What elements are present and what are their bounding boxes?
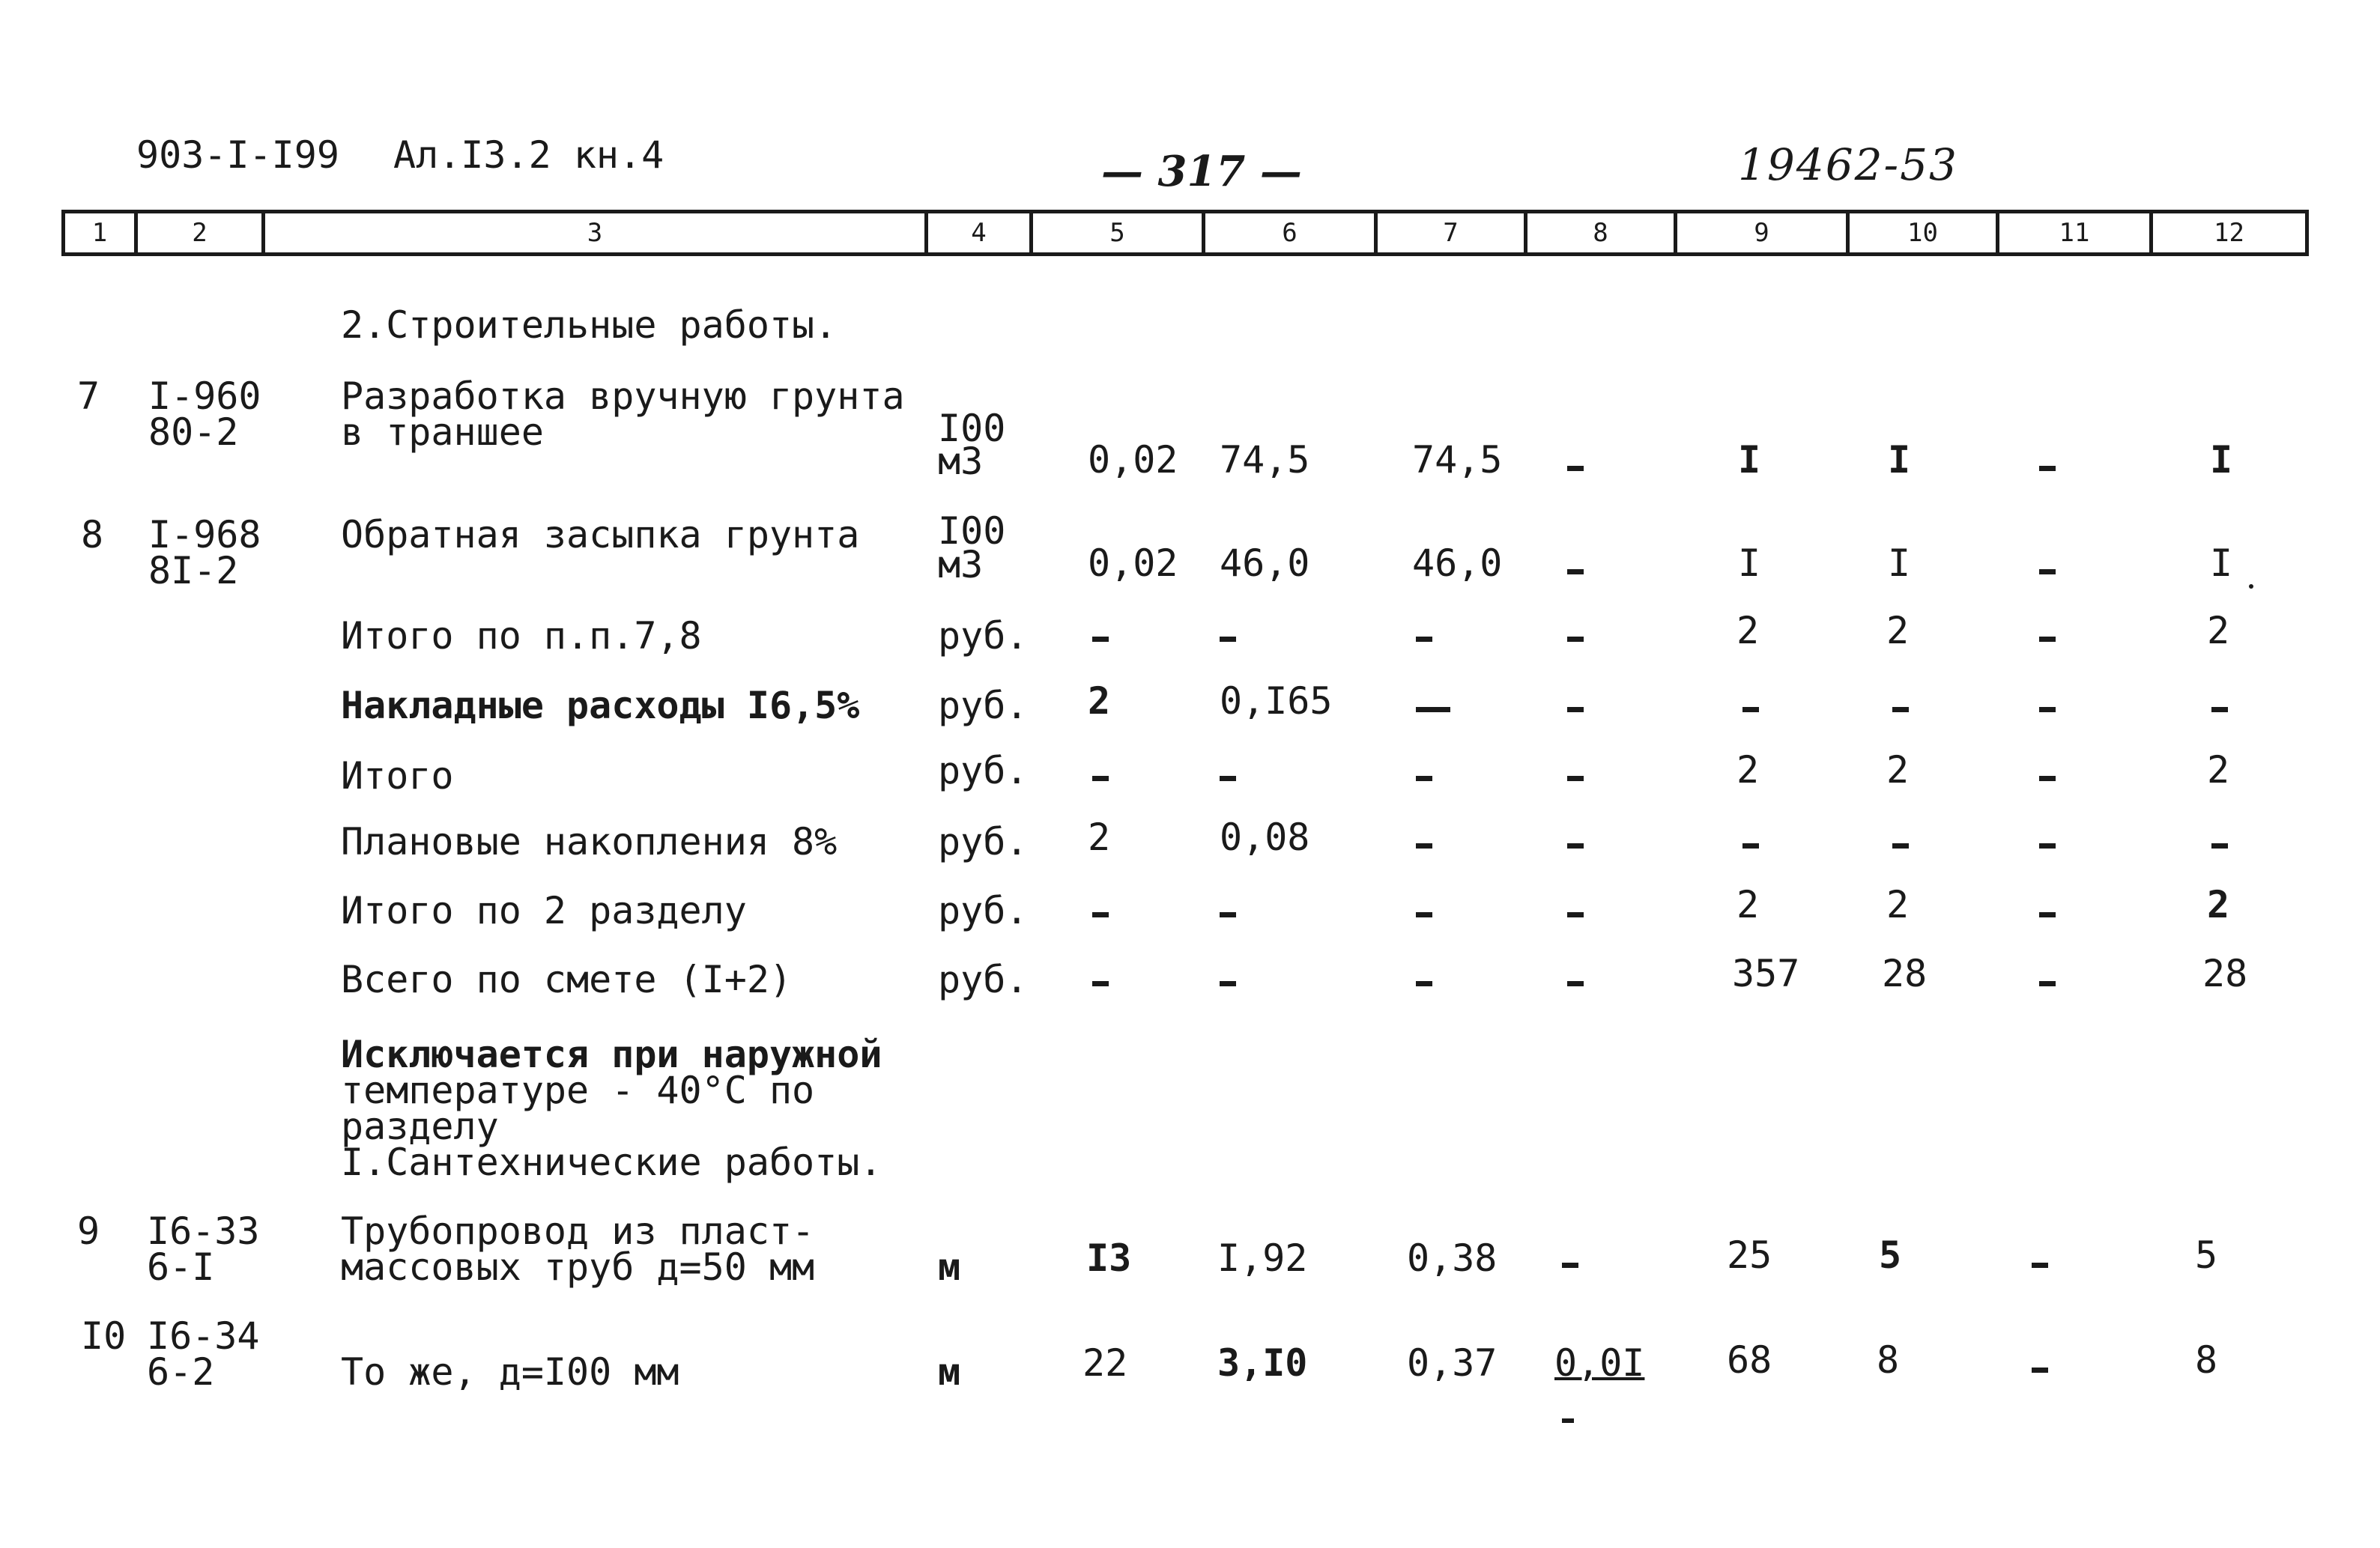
unit: руб. (938, 684, 1029, 727)
work-name: массовых труб д=50 мм (341, 1245, 815, 1289)
dash-mark (1567, 637, 1584, 642)
cell-value: 28 (2202, 952, 2248, 995)
cell-value: 25 (1727, 1233, 1772, 1277)
column-number: 2 (134, 213, 261, 252)
dash-mark (1416, 637, 1432, 642)
cell-value: 2 (1886, 883, 1910, 926)
dash-mark (1742, 707, 1759, 712)
price-code: 6-2 (147, 1350, 215, 1394)
dash-mark (2032, 1263, 2048, 1268)
dash-mark (1567, 569, 1584, 574)
dash-mark (1567, 707, 1584, 712)
work-name: в траншее (341, 410, 544, 454)
dash-mark (2039, 981, 2056, 986)
dash-mark (1416, 843, 1432, 849)
column-number: 11 (1996, 213, 2149, 252)
cell-total: 0,37 (1407, 1341, 1498, 1385)
column-number: 8 (1524, 213, 1674, 252)
handwritten-number: 19462-53 (1738, 139, 1958, 190)
dash-mark (1567, 912, 1584, 917)
price-code: I-960 (148, 374, 261, 418)
dash-mark (1562, 1418, 1574, 1423)
column-number: 7 (1374, 213, 1524, 252)
speck-mark (2249, 584, 2253, 589)
column-number: 10 (1846, 213, 1996, 252)
cell-value: I (1738, 541, 1761, 585)
column-number: 3 (261, 213, 924, 252)
unit: руб. (938, 889, 1029, 932)
dash-mark (2211, 707, 2228, 712)
column-number-header (61, 210, 2309, 256)
dash-mark (2032, 1368, 2048, 1373)
dash-mark (1220, 912, 1236, 917)
unit: м (938, 1350, 961, 1394)
dash-mark (2039, 776, 2056, 781)
column-number: 1 (91, 218, 108, 248)
cell-value: 2 (1736, 883, 1760, 926)
work-name: Обратная засыпка грунта (341, 513, 860, 556)
note-line: температуре - 40°С по (341, 1069, 815, 1112)
cell-value: 2 (1886, 609, 1910, 652)
column-number: 6 (1202, 213, 1374, 252)
unit: руб. (938, 749, 1029, 792)
cell-value: 0,08 (1220, 816, 1310, 859)
cell-value: 0,0I (1554, 1341, 1645, 1385)
cell-value: 8 (1877, 1338, 1900, 1382)
note-line: разделу (341, 1105, 499, 1148)
note-line: I.Сантехнические работы. (341, 1141, 882, 1184)
price-code: I6-34 (147, 1314, 260, 1358)
dash-mark (2039, 912, 2056, 917)
dash-mark (1220, 776, 1236, 781)
unit: руб. (938, 820, 1029, 863)
dash-mark (2039, 569, 2056, 574)
price-code: 6-I (147, 1245, 215, 1289)
cell-value: 2 (1736, 748, 1760, 792)
row-number: I0 (81, 1314, 127, 1358)
dash-mark (1416, 981, 1432, 986)
dash-mark (1567, 843, 1584, 849)
summary-label: Итого (341, 754, 454, 798)
cell-value: 2 (1736, 609, 1760, 652)
row-number: 9 (77, 1209, 100, 1253)
price-code: 80-2 (148, 410, 239, 454)
album-reference: Ал.I3.2 кн.4 (393, 133, 664, 177)
cell-quantity: I3 (1086, 1236, 1132, 1280)
section-title: 2.Строительные работы. (341, 303, 838, 347)
dash-mark (1567, 981, 1584, 986)
column-number: 9 (1674, 213, 1846, 252)
cell-value: 2 (2207, 883, 2230, 926)
cell-unit-cost: 46,0 (1220, 541, 1310, 585)
column-number: 5 (1029, 213, 1202, 252)
dash-mark (1562, 1263, 1578, 1268)
unit: руб. (938, 614, 1029, 658)
unit: I00 (938, 509, 1006, 553)
cell-value: I (2210, 438, 2233, 482)
cell-quantity: 0,02 (1088, 438, 1178, 482)
dash-mark (2211, 843, 2228, 849)
summary-label: Итого по п.п.7,8 (341, 614, 702, 658)
dash-mark (1092, 912, 1109, 917)
summary-label: Накладные расходы I6,5% (341, 684, 860, 727)
cell-value: I (1738, 438, 1761, 482)
work-name: То же, д=I00 мм (341, 1350, 679, 1394)
dash-mark (1220, 981, 1236, 986)
unit: м3 (938, 543, 984, 586)
dash-mark (2039, 637, 2056, 642)
cell-unit-cost: I,92 (1217, 1236, 1308, 1280)
cell-unit-cost: 74,5 (1220, 438, 1310, 482)
cell-value: 2 (2207, 748, 2230, 792)
cell-unit-cost: 3,I0 (1217, 1341, 1308, 1385)
column-number: 4 (924, 213, 1029, 252)
row-number: 7 (77, 374, 100, 418)
dash-mark (2039, 707, 2056, 712)
unit: м (938, 1245, 961, 1289)
dash-mark (1092, 637, 1109, 642)
dash-mark (1092, 981, 1109, 986)
cell-value: 68 (1727, 1338, 1772, 1382)
cell-value: 8 (2195, 1338, 2218, 1382)
dash-mark (1416, 707, 1450, 712)
price-code: 8I-2 (148, 549, 239, 592)
cell-value: I (1888, 541, 1911, 585)
cell-value: 0,I65 (1220, 679, 1333, 723)
page-number: — 317 — (1101, 147, 1302, 196)
dash-mark (1567, 776, 1584, 781)
dash-mark (1220, 637, 1236, 642)
cell-value: 2 (1886, 748, 1910, 792)
dash-mark (1092, 776, 1109, 781)
unit: I00 (938, 407, 1006, 450)
dash-mark (1567, 466, 1584, 471)
summary-label: Плановые накопления 8% (341, 820, 838, 863)
cell-quantity: 0,02 (1088, 541, 1178, 585)
note-line: Исключается при наружной (341, 1033, 882, 1076)
unit: м3 (938, 440, 984, 483)
cell-value: 28 (1882, 952, 1928, 995)
dash-mark (1892, 843, 1909, 849)
cell-value: 2 (1088, 816, 1111, 859)
price-code: I-968 (148, 513, 261, 556)
cell-value: 5 (1879, 1233, 1902, 1277)
cell-total: 74,5 (1412, 438, 1503, 482)
summary-label: Всего по смете (I+2) (341, 958, 793, 1001)
cell-value: I (1888, 438, 1911, 482)
dash-mark (1742, 843, 1759, 849)
cell-value: 357 (1732, 952, 1800, 995)
document-code: 903-I-I99 (136, 133, 339, 177)
price-code: I6-33 (147, 1209, 260, 1253)
cell-value: I (2210, 541, 2233, 585)
cell-total: 46,0 (1412, 541, 1503, 585)
row-number: 8 (81, 513, 104, 556)
unit: руб. (938, 958, 1029, 1001)
dash-mark (1416, 776, 1432, 781)
cell-total: 0,38 (1407, 1236, 1498, 1280)
cell-value: 2 (2207, 609, 2230, 652)
cell-value: 2 (1088, 679, 1111, 723)
work-name: Разработка вручную грунта (341, 374, 905, 418)
cell-value: 5 (2195, 1233, 2218, 1277)
dash-mark (1416, 912, 1432, 917)
work-name: Трубопровод из пласт- (341, 1209, 815, 1253)
column-number: 12 (2149, 213, 2305, 252)
dash-mark (1892, 707, 1909, 712)
dash-mark (2039, 843, 2056, 849)
dash-mark (2039, 466, 2056, 471)
cell-quantity: 22 (1082, 1341, 1128, 1385)
summary-label: Итого по 2 разделу (341, 889, 747, 932)
